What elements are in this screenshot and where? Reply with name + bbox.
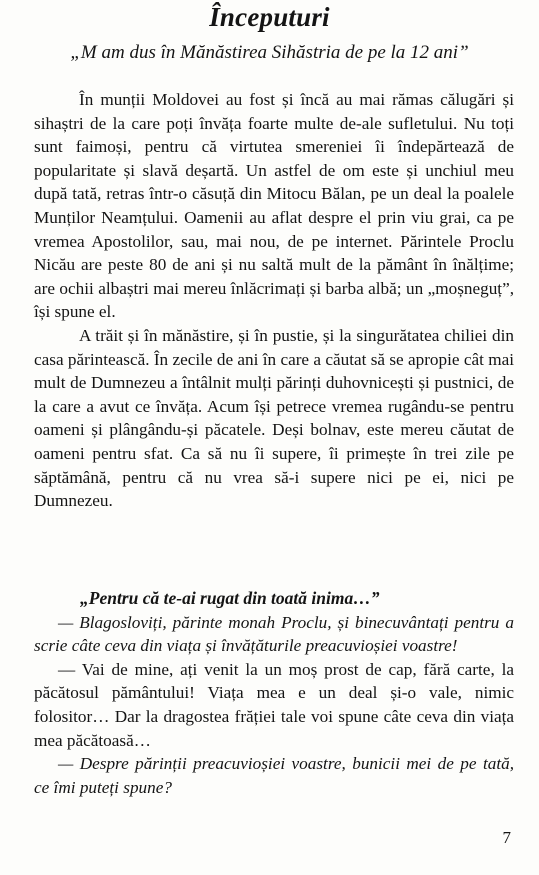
chapter-title: Începuturi (209, 2, 330, 32)
intro-paragraph-2: A trăit și în mănăstire, și în pustie, și la singurătatea chiliei din casa părintească. În zecile de ani în care a căutat să se apropie cât mai mult de Dumnezeu a întâlnit mulți părinți duhovnicești și pustnici, de la care a avut ce învăța. Acum își petrece vremea rugându-se pentru oameni și plângându-și păcatele. Deși bolnav, este mereu căutat de oameni pentru sfat. Ca să nu îi supere, îi primește în trei zile pe săptămână, pentru că nu vrea să-i supere nici pe ei, nici pe Dumnezeu. (34, 325, 514, 511)
dialog-answer-1: — Vai de mine, ați venit la un moș prost de cap, fără carte, la păcătosul pământului! Viața mea e un deal și-o vale, nimic folositor… Dar la dragostea frăției tale voi spune câte ceva din viața mea păcătoasă… (34, 659, 514, 750)
dialog-section (34, 587, 514, 799)
chapter-subtitle: „M am dus în Mănăstirea Sihăstria de pe la 12 ani” (70, 42, 469, 63)
page-number: 7 (502, 828, 511, 847)
intro-text (34, 88, 514, 513)
intro-paragraph-1: În munții Moldovei au fost și încă au mai rămas călugări și sihaștri de la care poți învăța foarte multe de-ale sufletului. Nu toți sunt faimoși, pentru că virtutea smereniei îi îndepărtează de popularitate și slavă deșartă. Un astfel de om este și unchiul meu după tată, retras într-o căsuță din Mitocu Bălan, pe un deal la poalele Munților Neamțului. Oamenii au aflat despre el prin viu grai, ca pe vremea Apostolilor, sau, mai nou, de pe internet. Părintele Proclu Nicău are peste 80 de ani și nu saltă mult de la pământ în înălțime; are ochii albaștri mai mereu înlăcrimați și barba albă; un „moșneguț”, își spune el. (34, 90, 514, 322)
dialog-question-1: — Blagosloviți, părinte monah Proclu, și binecuvântați pentru a scrie câte ceva din viața și învățăturile preacuvioșiei voastre! (34, 612, 514, 656)
section-title: „Pentru că te-ai rugat din toată inima…” (80, 588, 380, 608)
dialog-question-2: — Despre părinții preacuvioșiei voastre, bunicii mei de pe tată, ce îmi puteți spune? (34, 754, 514, 797)
